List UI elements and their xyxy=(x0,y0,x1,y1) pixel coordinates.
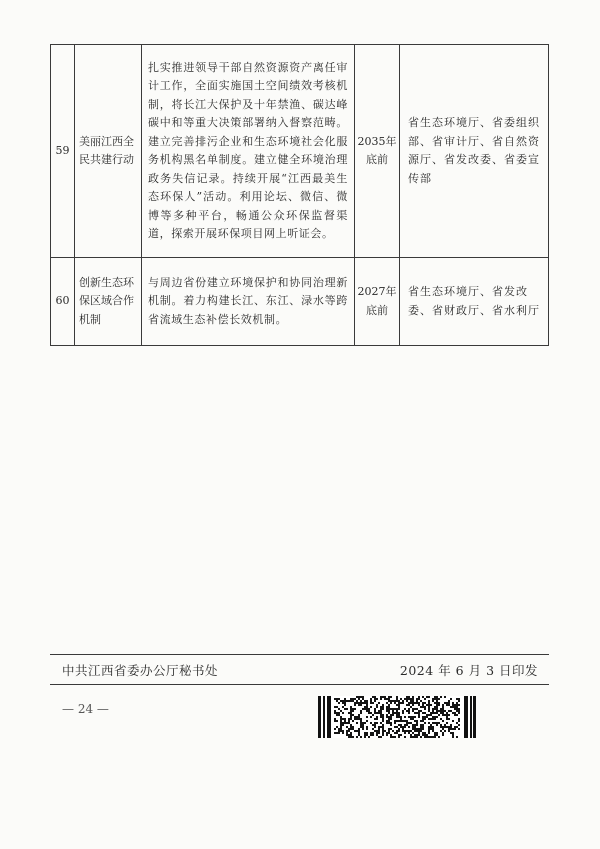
footer-divider-top xyxy=(50,654,549,655)
measure-content: 扎实推进领导干部自然资源资产离任审计工作，全面实施国土空间绩效考核机制，将长江大保护及十年禁渔、碳达峰碳中和等重大决策部署纳入督察范畴。建立完善排污企业和生态环境社会化服务机构黑名单制度。建立健全环境治理政务失信记录。持续开展“江西最美生态环保人”活动。利用论坛、微信、微博等多种平台，畅通公众环保监督渠道，探索开展环保项目网上听证会。 xyxy=(142,45,355,258)
issue-date: 2024 年 6 月 3 日印发 xyxy=(399,663,538,678)
measure-content: 与周边省份建立环境保护和协同治理新机制。着力构建长江、东江、渌水等跨省流域生态补偿长效机制。 xyxy=(142,258,355,346)
measures-table xyxy=(50,44,549,346)
page-number: — 24 — xyxy=(62,702,109,716)
table-row xyxy=(51,258,549,346)
responsible-departments: 省生态环境厅、省委组织部、省审计厅、省自然资源厅、省发改委、省委宣传部 xyxy=(400,45,549,258)
footer-divider-bottom xyxy=(50,684,549,685)
responsible-departments: 省生态环境厅、省发改委、省财政厅、省水利厅 xyxy=(400,258,549,346)
row-number: 60 xyxy=(51,258,75,346)
deadline: 2027年底前 xyxy=(355,258,400,346)
deadline: 2035年底前 xyxy=(355,45,400,258)
row-number: 59 xyxy=(51,45,75,258)
measure-name: 美丽江西全民共建行动 xyxy=(75,45,142,258)
barcode-image xyxy=(318,696,476,738)
issuer-text: 中共江西省委办公厅秘书处 xyxy=(62,663,219,678)
measure-name: 创新生态环保区域合作机制 xyxy=(75,258,142,346)
table-row xyxy=(51,45,549,258)
